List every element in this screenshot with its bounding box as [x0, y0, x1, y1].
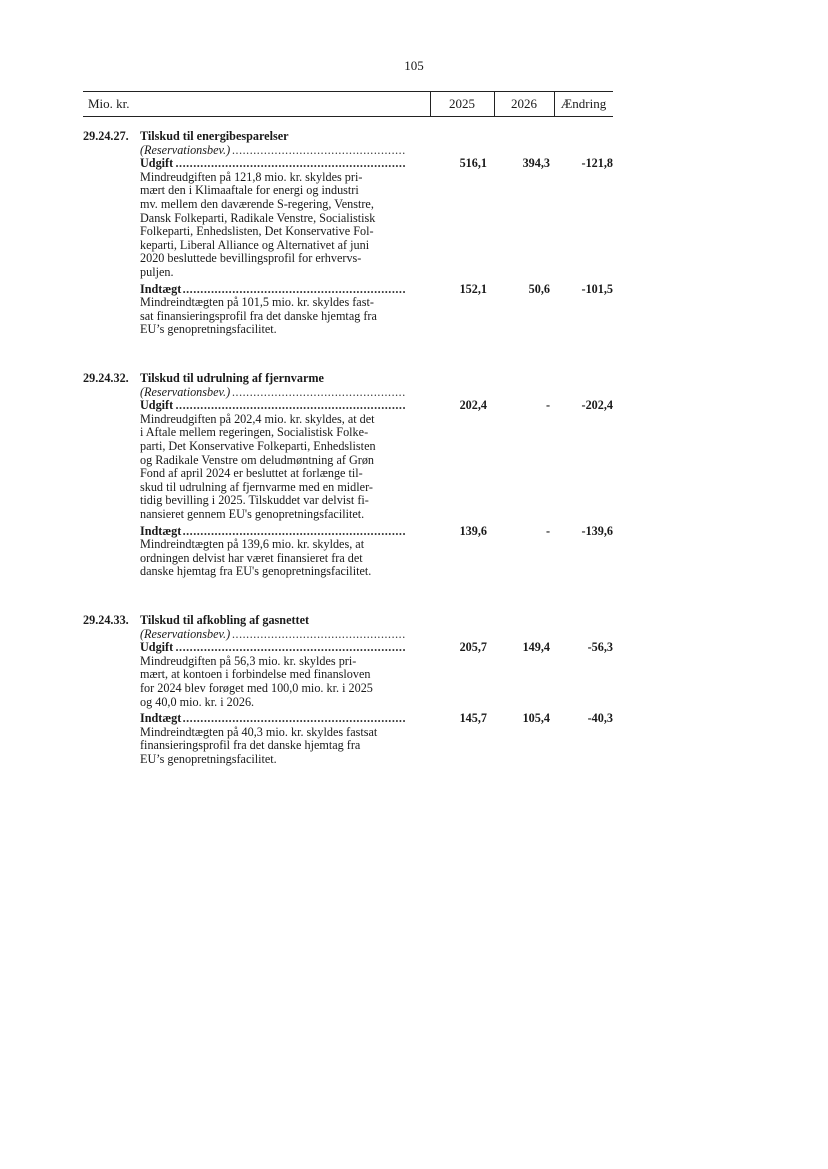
description-line: puljen.	[140, 264, 174, 279]
description-line: Dansk Folkeparti, Radikale Venstre, Socialistisk	[140, 210, 376, 225]
section-title: Tilskud til energibesparelser	[140, 129, 289, 143]
udgift-description	[140, 171, 406, 280]
description-line: Mindreindtægten på 40,3 mio. kr. skyldes fastsat	[140, 724, 378, 739]
description-line: EU’s genopretningsfacilitet.	[140, 751, 277, 766]
description-line: ordningen delvist har været finansieret fra det	[140, 550, 363, 565]
udgift-2026: 149,4	[522, 640, 550, 655]
section-number: 29.24.33.	[83, 613, 129, 627]
indtaegt-2026: 105,4	[522, 711, 550, 726]
udgift-2026: 394,3	[522, 156, 550, 171]
indtaegt-description	[140, 726, 406, 767]
udgift-2025: 205,7	[459, 640, 487, 655]
description-line: Mindreudgiften på 121,8 mio. kr. skyldes pri-	[140, 169, 363, 184]
indtaegt-label: Indtægt	[140, 712, 182, 726]
description-line: Mindreudgiften på 56,3 mio. kr. skyldes pri-	[140, 653, 357, 668]
page-number: 105	[404, 58, 424, 73]
description-line: mært den i Klimaaftale for energi og industri	[140, 183, 359, 198]
description-line: danske hjemtag fra EU's genopretningsfacilitet.	[140, 564, 372, 579]
description-line: sat finansieringsprofil fra det danske hjemtag fra	[140, 308, 377, 323]
udgift-change: -121,8	[581, 156, 613, 171]
unit-label: Mio. kr.	[88, 96, 130, 111]
section-29-24-27	[83, 130, 613, 337]
section-number: 29.24.27.	[83, 129, 129, 143]
indtaegt-description	[140, 538, 406, 579]
indtaegt-2025: 152,1	[459, 281, 487, 296]
description-line: og Radikale Venstre om deludmøntning af Grøn	[140, 452, 375, 467]
indtaegt-2026: 50,6	[528, 281, 550, 296]
udgift-2025: 516,1	[459, 156, 487, 171]
indtaegt-change: -139,6	[581, 523, 613, 538]
indtaegt-label: Indtægt	[140, 524, 182, 538]
indtaegt-2025: 139,6	[459, 523, 487, 538]
udgift-label: Udgift	[140, 641, 174, 655]
udgift-label: Udgift	[140, 399, 174, 413]
udgift-change: -56,3	[587, 640, 613, 655]
description-line: EU’s genopretningsfacilitet.	[140, 322, 277, 337]
description-line: Mindreudgiften på 202,4 mio. kr. skyldes, at det	[140, 411, 375, 426]
indtaegt-change: -40,3	[587, 711, 613, 726]
description-line: finansieringsprofil fra det danske hjemtag fra	[140, 738, 361, 753]
udgift-description	[140, 655, 406, 709]
description-line: skud til udrulning af fjernvarme med en midler-	[140, 479, 373, 494]
section-title: Tilskud til afkobling af gasnettet	[140, 613, 310, 627]
header-2025: 2025	[449, 96, 475, 111]
indtaegt-change: -101,5	[581, 281, 613, 296]
reservation-label: (Reservationsbev.)	[140, 385, 231, 399]
udgift-change: -202,4	[581, 398, 613, 413]
description-line: mært, at kontoen i forbindelse med finansloven	[140, 667, 371, 682]
reservation-label: (Reservationsbev.)	[140, 143, 231, 157]
description-line: Mindreindtægten på 139,6 mio. kr. skyldes, at	[140, 537, 365, 552]
description-line: Fond af april 2024 er besluttet at forlænge til-	[140, 466, 363, 481]
indtaegt-label: Indtægt	[140, 282, 182, 296]
section-29-24-32	[83, 372, 613, 579]
description-line: i Aftale mellem regeringen, Socialistisk Folke-	[140, 425, 369, 440]
description-line: og 40,0 mio. kr. i 2026.	[140, 694, 255, 709]
description-line: tidig bevilling i 2025. Tilskuddet var delvist fi-	[140, 493, 369, 508]
udgift-2025: 202,4	[459, 398, 487, 413]
indtaegt-2026: -	[545, 523, 550, 538]
section-number: 29.24.32.	[83, 371, 129, 385]
reservation-label: (Reservationsbev.)	[140, 627, 231, 641]
description-line: parti, Det Konservative Folkeparti, Enhedslisten	[140, 438, 376, 453]
udgift-label: Udgift	[140, 157, 174, 171]
description-line: for 2024 blev forøget med 100,0 mio. kr. i 2025	[140, 680, 373, 695]
header-change: Ændring	[560, 96, 607, 111]
description-line: nansieret gennem EU's genopretningsfacilitet.	[140, 506, 365, 521]
table-header	[83, 91, 613, 117]
description-line: keparti, Liberal Alliance og Alternativet af juni	[140, 237, 370, 252]
description-line: 2020 besluttede bevillingsprofil for erhvervs-	[140, 251, 362, 266]
header-2026: 2026	[511, 96, 537, 111]
description-line: Folkeparti, Enhedslisten, Det Konservative Fol-	[140, 224, 374, 239]
section-title: Tilskud til udrulning af fjernvarme	[140, 371, 324, 385]
description-line: mv. mellem den daværende S-regering, Venstre,	[140, 196, 374, 211]
udgift-description	[140, 413, 406, 522]
section-29-24-33	[83, 614, 613, 767]
description-line: Mindreindtægten på 101,5 mio. kr. skyldes fast-	[140, 295, 374, 310]
udgift-2026: -	[545, 398, 550, 413]
indtaegt-description	[140, 296, 406, 337]
indtaegt-2025: 145,7	[459, 711, 487, 726]
